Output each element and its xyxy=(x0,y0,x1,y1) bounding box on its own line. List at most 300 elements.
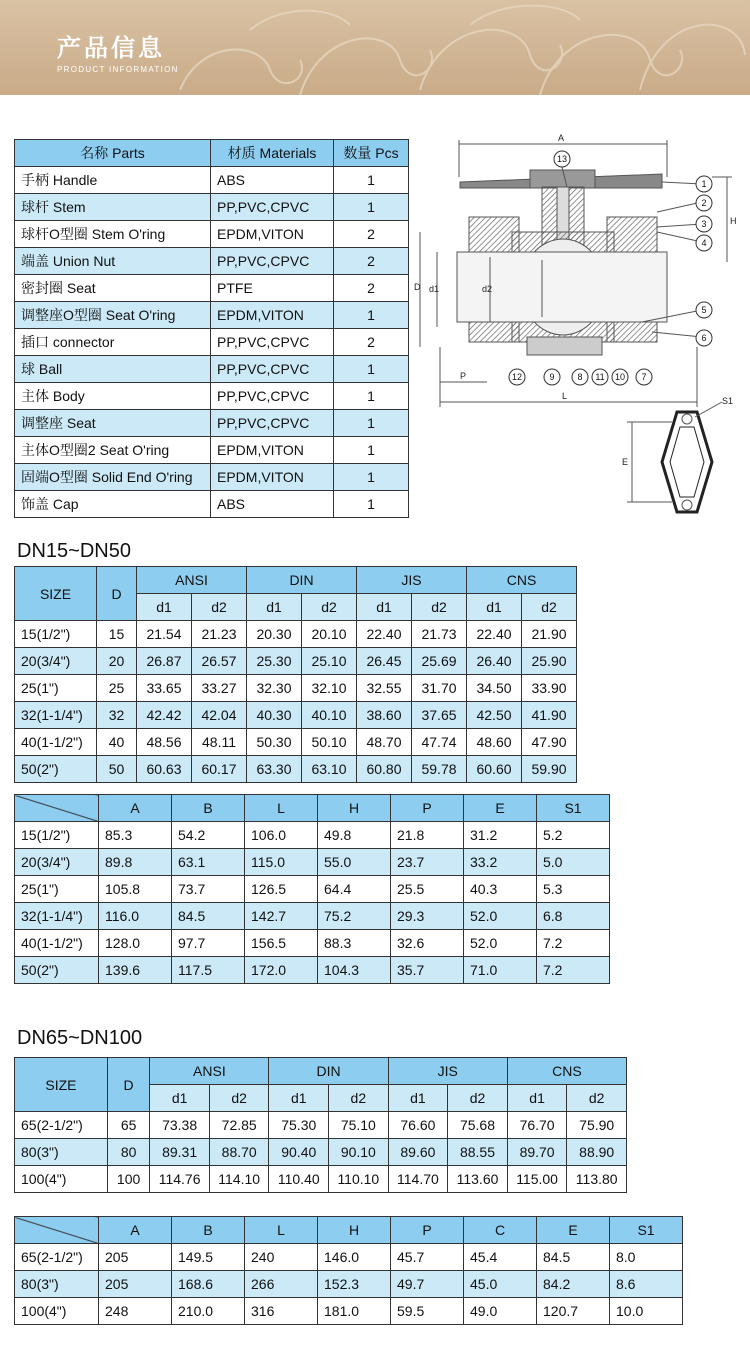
size-cell: 60.80 xyxy=(357,756,412,783)
size-cell: 37.65 xyxy=(412,702,467,729)
size-cell: 60.60 xyxy=(467,756,522,783)
svg-text:9: 9 xyxy=(549,372,555,382)
dim-header-cell: C xyxy=(464,1217,537,1244)
dim-header-cell: H xyxy=(318,1217,391,1244)
size-cell: 114.76 xyxy=(150,1166,210,1193)
parts-row xyxy=(15,464,409,491)
parts-header-cell: 数量 Pcs xyxy=(334,140,409,167)
dim-cell: 33.2 xyxy=(464,849,537,876)
dim-p-label: P xyxy=(460,371,467,381)
callout-1 xyxy=(696,176,712,192)
dim-d2-label: d2 xyxy=(482,284,493,294)
svg-text:6: 6 xyxy=(701,333,707,343)
parts-cell: PTFE xyxy=(211,275,334,302)
parts-header-cell: 材质 Materials xyxy=(211,140,334,167)
dim-row xyxy=(15,849,610,876)
size-cell: 48.60 xyxy=(467,729,522,756)
dim-d-label: D xyxy=(414,282,421,292)
size-cell: 20 xyxy=(97,648,137,675)
dim-cell: 5.3 xyxy=(537,876,610,903)
dim-cell: 59.5 xyxy=(391,1298,464,1325)
sub-header-cell: d1 xyxy=(269,1085,329,1112)
dim-header-cell: L xyxy=(245,1217,318,1244)
size-cell: 50.30 xyxy=(247,729,302,756)
standard-header-cell: CNS xyxy=(507,1058,626,1085)
size-cell: 21.54 xyxy=(137,621,192,648)
size-cell: 59.78 xyxy=(412,756,467,783)
size-cell: 48.56 xyxy=(137,729,192,756)
dim-cell: 116.0 xyxy=(99,903,172,930)
dim-cell: 49.0 xyxy=(464,1298,537,1325)
size-header-row xyxy=(15,1058,627,1085)
callout-6 xyxy=(696,330,712,346)
size-cell: 48.70 xyxy=(357,729,412,756)
dim-a-label: A xyxy=(558,133,565,143)
parts-row xyxy=(15,410,409,437)
dn15-size-table xyxy=(14,566,577,783)
dim-cell: 105.8 xyxy=(99,876,172,903)
size-row xyxy=(15,1166,627,1193)
parts-row xyxy=(15,329,409,356)
dn65-section-title: DN65~DN100 xyxy=(17,1027,143,1049)
size-row xyxy=(15,1139,627,1166)
parts-cell: 1 xyxy=(334,167,409,194)
size-header-row xyxy=(15,567,577,594)
size-cell: 50.10 xyxy=(302,729,357,756)
dim-cell: 35.7 xyxy=(391,957,464,984)
size-cell: 21.73 xyxy=(412,621,467,648)
dim-cell: 84.2 xyxy=(537,1271,610,1298)
size-cell: 76.70 xyxy=(507,1112,567,1139)
parts-cell: 主体O型圈2 Seat O'ring xyxy=(15,437,211,464)
size-cell: 114.70 xyxy=(388,1166,448,1193)
size-cell: 26.45 xyxy=(357,648,412,675)
dim-cell: 152.3 xyxy=(318,1271,391,1298)
dim-header-cell: E xyxy=(464,795,537,822)
size-row xyxy=(15,675,577,702)
standard-header-cell: DIN xyxy=(269,1058,388,1085)
size-cell: 32.10 xyxy=(302,675,357,702)
parts-cell: 2 xyxy=(334,275,409,302)
size-cell: 21.90 xyxy=(522,621,577,648)
parts-cell: EPDM,VITON xyxy=(211,302,334,329)
dim-cell: 65(2-1/2") xyxy=(15,1244,99,1271)
size-header-cell: SIZE xyxy=(15,567,97,621)
dim-row xyxy=(15,930,610,957)
dim-header-cell: H xyxy=(318,795,391,822)
size-row xyxy=(15,648,577,675)
parts-cell: 1 xyxy=(334,302,409,329)
dim-row xyxy=(15,1271,683,1298)
dim-cell: 63.1 xyxy=(172,849,245,876)
parts-cell: 手柄 Handle xyxy=(15,167,211,194)
parts-cell: 1 xyxy=(334,356,409,383)
callout-5 xyxy=(696,302,712,318)
dim-cell: 88.3 xyxy=(318,930,391,957)
sub-header-cell: d2 xyxy=(412,594,467,621)
size-cell: 60.17 xyxy=(192,756,247,783)
dim-header-cell: P xyxy=(391,1217,464,1244)
size-cell: 26.87 xyxy=(137,648,192,675)
dim-cell: 6.8 xyxy=(537,903,610,930)
callout-3 xyxy=(696,216,712,232)
dim-cell: 142.7 xyxy=(245,903,318,930)
dim-header-cell: S1 xyxy=(610,1217,683,1244)
parts-cell: PP,PVC,CPVC xyxy=(211,410,334,437)
size-cell: 59.90 xyxy=(522,756,577,783)
dim-cell: 54.2 xyxy=(172,822,245,849)
parts-cell: PP,PVC,CPVC xyxy=(211,383,334,410)
parts-row xyxy=(15,194,409,221)
size-cell: 48.11 xyxy=(192,729,247,756)
parts-cell: 插口 connector xyxy=(15,329,211,356)
dim-cell: 75.2 xyxy=(318,903,391,930)
size-cell: 38.60 xyxy=(357,702,412,729)
dim-header-row xyxy=(15,795,610,822)
dim-cell: 117.5 xyxy=(172,957,245,984)
dim-e-label: E xyxy=(622,457,629,467)
size-cell: 100 xyxy=(107,1166,149,1193)
dim-header-cell: B xyxy=(172,1217,245,1244)
parts-cell: 球 Ball xyxy=(15,356,211,383)
dim-row xyxy=(15,1244,683,1271)
dim-cell: 84.5 xyxy=(172,903,245,930)
dim-cell: 248 xyxy=(99,1298,172,1325)
size-cell: 21.23 xyxy=(192,621,247,648)
parts-cell: 2 xyxy=(334,248,409,275)
dim-cell: 120.7 xyxy=(537,1298,610,1325)
size-cell: 90.40 xyxy=(269,1139,329,1166)
parts-row xyxy=(15,275,409,302)
dim-header-row xyxy=(15,1217,683,1244)
size-cell: 31.70 xyxy=(412,675,467,702)
size-cell: 47.90 xyxy=(522,729,577,756)
dim-cell: 45.7 xyxy=(391,1244,464,1271)
standard-header-cell: CNS xyxy=(467,567,577,594)
parts-row xyxy=(15,248,409,275)
sub-header-cell: d2 xyxy=(192,594,247,621)
parts-header-row xyxy=(15,140,409,167)
parts-cell: PP,PVC,CPVC xyxy=(211,356,334,383)
sub-header-cell: d2 xyxy=(448,1085,508,1112)
size-row xyxy=(15,1112,627,1139)
size-cell: 25.90 xyxy=(522,648,577,675)
parts-cell: 1 xyxy=(334,491,409,518)
dim-cell: 8.0 xyxy=(610,1244,683,1271)
size-cell: 110.10 xyxy=(329,1166,389,1193)
size-cell: 33.27 xyxy=(192,675,247,702)
product-info-banner xyxy=(0,0,750,95)
svg-text:8: 8 xyxy=(577,372,583,382)
size-cell: 32.55 xyxy=(357,675,412,702)
parts-cell: 主体 Body xyxy=(15,383,211,410)
d-header-cell: D xyxy=(97,567,137,621)
dim-row xyxy=(15,1298,683,1325)
dim-cell: 84.5 xyxy=(537,1244,610,1271)
dim-cell: 52.0 xyxy=(464,903,537,930)
dim-cell: 23.7 xyxy=(391,849,464,876)
sub-header-cell: d1 xyxy=(388,1085,448,1112)
callout-7 xyxy=(636,369,652,385)
svg-text:13: 13 xyxy=(556,154,568,164)
callout-9 xyxy=(544,369,560,385)
sub-header-cell: d2 xyxy=(567,1085,627,1112)
dim-cell: 5.0 xyxy=(537,849,610,876)
parts-row xyxy=(15,383,409,410)
dim-cell: 168.6 xyxy=(172,1271,245,1298)
dim-header-cell: B xyxy=(172,795,245,822)
dim-cell: 7.2 xyxy=(537,930,610,957)
dim-cell: 50(2") xyxy=(15,957,99,984)
size-cell: 80 xyxy=(107,1139,149,1166)
dim-cell: 25.5 xyxy=(391,876,464,903)
standard-header-cell: JIS xyxy=(388,1058,507,1085)
parts-row xyxy=(15,491,409,518)
size-cell: 22.40 xyxy=(467,621,522,648)
dim-cell: 115.0 xyxy=(245,849,318,876)
size-cell: 33.90 xyxy=(522,675,577,702)
parts-cell: 1 xyxy=(334,464,409,491)
parts-header-cell: 名称 Parts xyxy=(15,140,211,167)
parts-cell: 饰盖 Cap xyxy=(15,491,211,518)
size-cell: 88.55 xyxy=(448,1139,508,1166)
callout-8 xyxy=(572,369,588,385)
parts-row xyxy=(15,437,409,464)
size-header-cell: SIZE xyxy=(15,1058,108,1112)
callout-11 xyxy=(592,369,608,385)
dim-cell: 89.8 xyxy=(99,849,172,876)
size-cell: 72.85 xyxy=(209,1112,269,1139)
sub-header-cell: d1 xyxy=(137,594,192,621)
dim-cell: 10.0 xyxy=(610,1298,683,1325)
parts-row xyxy=(15,221,409,248)
parts-row xyxy=(15,356,409,383)
parts-row xyxy=(15,167,409,194)
dim-cell: 29.3 xyxy=(391,903,464,930)
parts-cell: 1 xyxy=(334,410,409,437)
size-cell: 50 xyxy=(97,756,137,783)
dim-cell: 7.2 xyxy=(537,957,610,984)
dim-cell: 55.0 xyxy=(318,849,391,876)
dim-header-cell: E xyxy=(537,1217,610,1244)
size-cell: 40(1-1/2") xyxy=(15,729,97,756)
svg-text:4: 4 xyxy=(701,238,707,248)
parts-cell: ABS xyxy=(211,491,334,518)
dim-cell: 128.0 xyxy=(99,930,172,957)
parts-table xyxy=(14,139,409,518)
sub-header-cell: d2 xyxy=(522,594,577,621)
size-row xyxy=(15,621,577,648)
parts-cell: ABS xyxy=(211,167,334,194)
parts-cell: 1 xyxy=(334,194,409,221)
size-cell: 89.60 xyxy=(388,1139,448,1166)
size-cell: 32.30 xyxy=(247,675,302,702)
size-cell: 47.74 xyxy=(412,729,467,756)
dim-header-cell: A xyxy=(99,1217,172,1244)
dim-cell: 8.6 xyxy=(610,1271,683,1298)
parts-cell: 端盖 Union Nut xyxy=(15,248,211,275)
sub-header-cell: d2 xyxy=(209,1085,269,1112)
parts-cell: 2 xyxy=(334,329,409,356)
dim-s1-label: S1 xyxy=(722,396,734,406)
sub-header-cell: d2 xyxy=(329,1085,389,1112)
sub-header-cell: d1 xyxy=(467,594,522,621)
dim-row xyxy=(15,822,610,849)
dim-cell: 146.0 xyxy=(318,1244,391,1271)
size-cell: 63.30 xyxy=(247,756,302,783)
size-cell: 25(1") xyxy=(15,675,97,702)
dim-cell: 71.0 xyxy=(464,957,537,984)
size-cell: 76.60 xyxy=(388,1112,448,1139)
size-cell: 88.90 xyxy=(567,1139,627,1166)
size-cell: 33.65 xyxy=(137,675,192,702)
parts-cell: EPDM,VITON xyxy=(211,464,334,491)
size-cell: 88.70 xyxy=(209,1139,269,1166)
banner-title: 产品信息 xyxy=(57,35,165,62)
dim-cell: 205 xyxy=(99,1244,172,1271)
size-cell: 65(2-1/2") xyxy=(15,1112,108,1139)
dim-cell: 156.5 xyxy=(245,930,318,957)
corner-cell xyxy=(15,795,99,822)
dim-cell: 15(1/2") xyxy=(15,822,99,849)
size-cell: 50(2") xyxy=(15,756,97,783)
size-cell: 26.40 xyxy=(467,648,522,675)
callout-12 xyxy=(509,369,525,385)
dim-row xyxy=(15,957,610,984)
size-cell: 113.80 xyxy=(567,1166,627,1193)
dim-cell: 139.6 xyxy=(99,957,172,984)
size-row xyxy=(15,702,577,729)
svg-text:2: 2 xyxy=(701,198,707,208)
size-row xyxy=(15,756,577,783)
standard-header-cell: DIN xyxy=(247,567,357,594)
dn15-section-title: DN15~DN50 xyxy=(17,540,131,562)
parts-cell: 调整座 Seat xyxy=(15,410,211,437)
parts-cell: 固端O型圈 Solid End O'ring xyxy=(15,464,211,491)
dim-header-cell: P xyxy=(391,795,464,822)
size-cell: 75.10 xyxy=(329,1112,389,1139)
size-cell: 25.30 xyxy=(247,648,302,675)
size-cell: 20(3/4") xyxy=(15,648,97,675)
callout-2 xyxy=(696,195,712,211)
size-cell: 25.10 xyxy=(302,648,357,675)
parts-cell: EPDM,VITON xyxy=(211,437,334,464)
size-cell: 42.04 xyxy=(192,702,247,729)
banner-subtitle: PRODUCT INFORMATION xyxy=(57,65,179,74)
size-cell: 32(1-1/4") xyxy=(15,702,97,729)
size-cell: 115.00 xyxy=(507,1166,567,1193)
parts-cell: 1 xyxy=(334,383,409,410)
dim-cell: 31.2 xyxy=(464,822,537,849)
size-cell: 42.42 xyxy=(137,702,192,729)
dim-cell: 97.7 xyxy=(172,930,245,957)
sub-header-cell: d1 xyxy=(357,594,412,621)
dim-row xyxy=(15,903,610,930)
svg-text:1: 1 xyxy=(701,179,707,189)
size-cell: 26.57 xyxy=(192,648,247,675)
dim-cell: 32(1-1/4") xyxy=(15,903,99,930)
parts-row xyxy=(15,302,409,329)
dim-cell: 126.5 xyxy=(245,876,318,903)
parts-cell: EPDM,VITON xyxy=(211,221,334,248)
dim-cell: 316 xyxy=(245,1298,318,1325)
size-cell: 20.30 xyxy=(247,621,302,648)
parts-cell: 1 xyxy=(334,437,409,464)
dim-d1-label: d1 xyxy=(429,284,440,294)
dim-cell: 49.7 xyxy=(391,1271,464,1298)
svg-text:7: 7 xyxy=(641,372,647,382)
svg-text:10: 10 xyxy=(614,372,626,382)
dim-cell: 85.3 xyxy=(99,822,172,849)
dn65-size-table xyxy=(14,1057,627,1193)
dim-l-label: L xyxy=(562,391,568,401)
parts-cell: 球杆 Stem xyxy=(15,194,211,221)
parts-cell: PP,PVC,CPVC xyxy=(211,329,334,356)
dim-cell: 149.5 xyxy=(172,1244,245,1271)
standard-header-cell: ANSI xyxy=(137,567,247,594)
size-cell: 15 xyxy=(97,621,137,648)
size-cell: 89.31 xyxy=(150,1139,210,1166)
sub-header-cell: d1 xyxy=(507,1085,567,1112)
size-cell: 32 xyxy=(97,702,137,729)
dim-cell: 20(3/4") xyxy=(15,849,99,876)
size-cell: 90.10 xyxy=(329,1139,389,1166)
size-cell: 73.38 xyxy=(150,1112,210,1139)
standard-header-cell: JIS xyxy=(357,567,467,594)
size-cell: 40.30 xyxy=(247,702,302,729)
dim-cell: 100(4") xyxy=(15,1298,99,1325)
dim-cell: 80(3") xyxy=(15,1271,99,1298)
svg-text:12: 12 xyxy=(511,372,523,382)
dn15-dimension-table xyxy=(14,794,610,984)
size-cell: 15(1/2") xyxy=(15,621,97,648)
d-header-cell: D xyxy=(107,1058,149,1112)
svg-text:11: 11 xyxy=(595,372,605,382)
dim-header-cell: L xyxy=(245,795,318,822)
parts-cell: 调整座O型圈 Seat O'ring xyxy=(15,302,211,329)
parts-cell: 球杆O型圈 Stem O'ring xyxy=(15,221,211,248)
dim-cell: 73.7 xyxy=(172,876,245,903)
dim-cell: 25(1") xyxy=(15,876,99,903)
sub-header-cell: d2 xyxy=(302,594,357,621)
parts-cell: PP,PVC,CPVC xyxy=(211,194,334,221)
dim-header-cell: S1 xyxy=(537,795,610,822)
dim-header-cell: A xyxy=(99,795,172,822)
size-cell: 75.30 xyxy=(269,1112,329,1139)
parts-cell: PP,PVC,CPVC xyxy=(211,248,334,275)
size-cell: 75.68 xyxy=(448,1112,508,1139)
dim-cell: 52.0 xyxy=(464,930,537,957)
size-cell: 80(3") xyxy=(15,1139,108,1166)
sub-header-cell: d1 xyxy=(150,1085,210,1112)
callout-13 xyxy=(554,151,570,167)
size-cell: 22.40 xyxy=(357,621,412,648)
sub-header-cell: d1 xyxy=(247,594,302,621)
size-cell: 100(4") xyxy=(15,1166,108,1193)
callout-10 xyxy=(612,369,628,385)
dim-cell: 106.0 xyxy=(245,822,318,849)
dn65-dimension-table xyxy=(14,1216,683,1325)
dim-cell: 181.0 xyxy=(318,1298,391,1325)
size-cell: 41.90 xyxy=(522,702,577,729)
parts-cell: 密封圈 Seat xyxy=(15,275,211,302)
size-cell: 75.90 xyxy=(567,1112,627,1139)
dim-cell: 5.2 xyxy=(537,822,610,849)
callout-4 xyxy=(696,235,712,251)
size-cell: 113.60 xyxy=(448,1166,508,1193)
dim-cell: 21.8 xyxy=(391,822,464,849)
size-cell: 60.63 xyxy=(137,756,192,783)
